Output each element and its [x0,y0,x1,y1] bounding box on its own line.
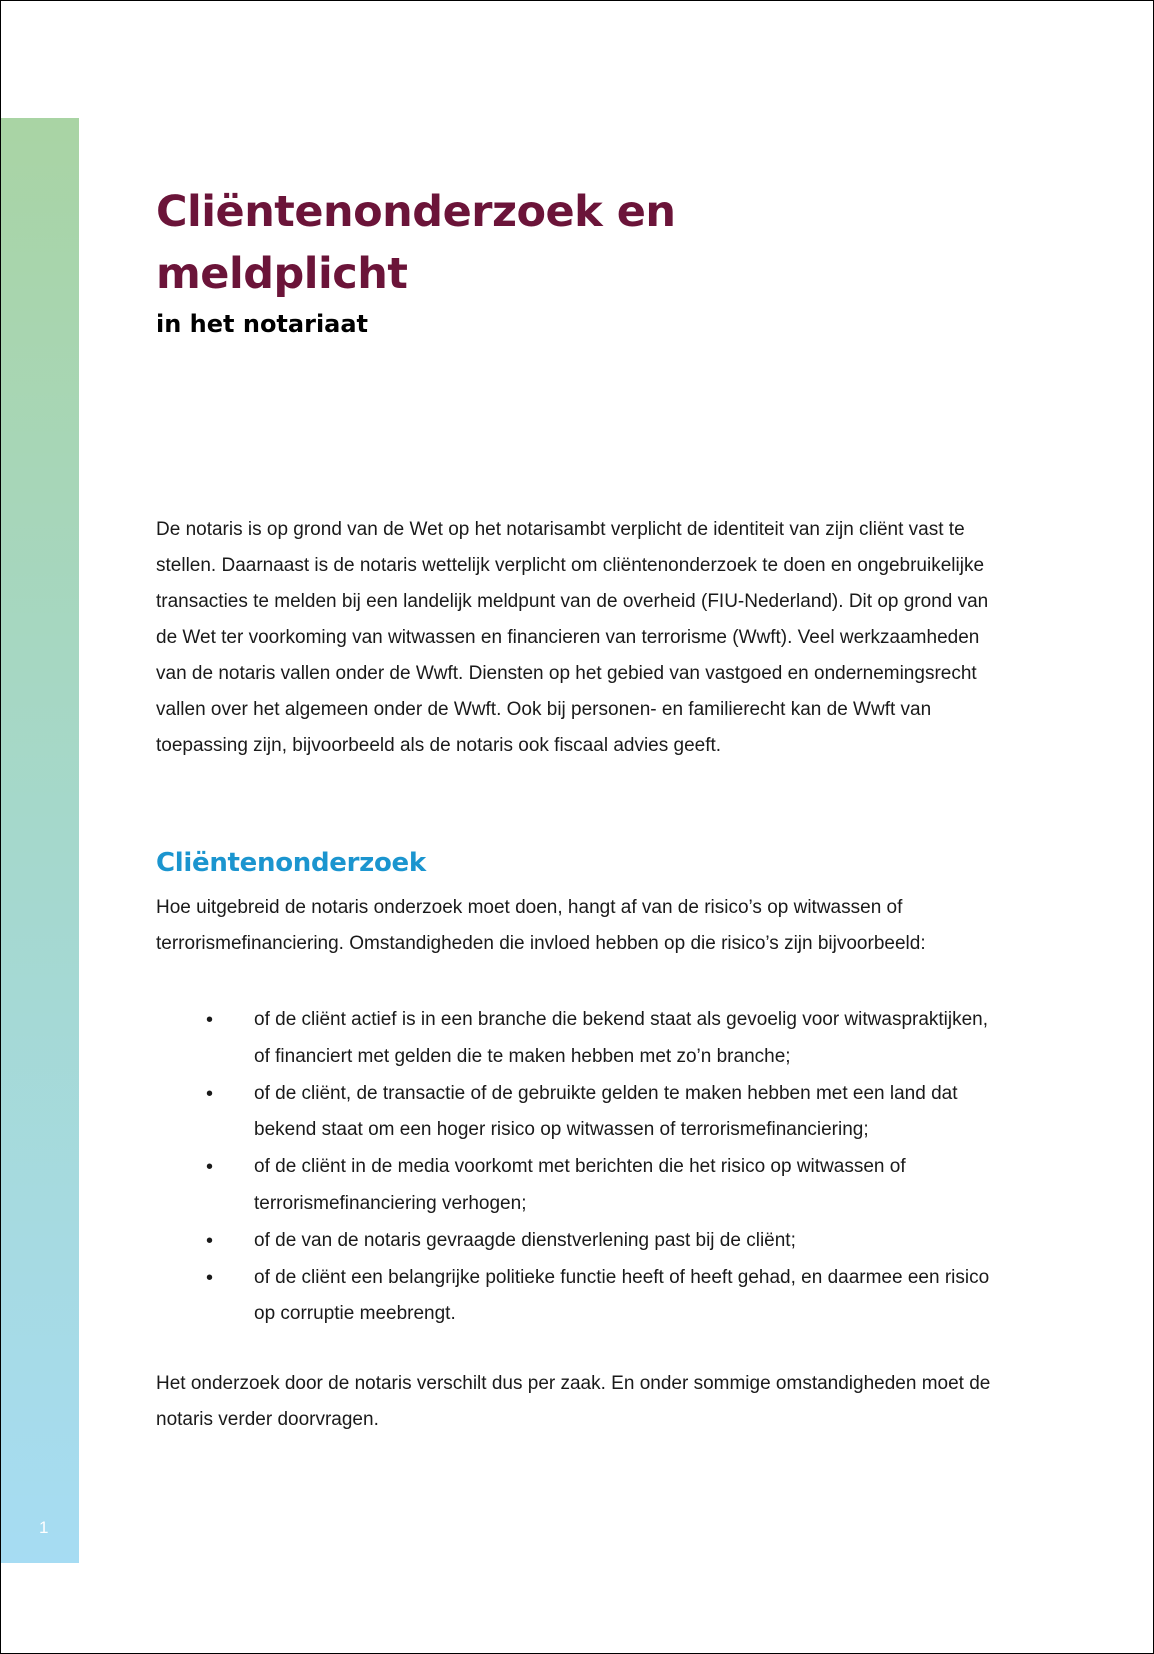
page-subtitle: in het notariaat [156,310,369,338]
page-title: Cliëntenonderzoek en meldplicht [156,187,676,299]
list-item [156,1260,1006,1334]
closing-paragraph: Het onderzoek door de notaris verschilt dus per zaak. En onder sommige omstandigheden moet de notaris verder doorvragen. [156,1373,991,1430]
list-item-text: of de cliënt een belangrijke politieke functie heeft of heeft gehad, en daarmee een risico op corruptie meebrengt. [254,1266,990,1325]
bullet-icon: • [206,1229,214,1252]
list-item-text: of de van de notaris gevraagde dienstverlening past bij de cliënt; [254,1229,796,1251]
section-lead-paragraph: Hoe uitgebreid de notaris onderzoek moet doen, hangt af van de risico’s op witwassen of terrorismefinanciering. Omstandigheden die invloed hebben op die risico’s zijn bijvoorbeeld: [156,897,926,954]
section-heading: Cliëntenonderzoek [156,848,426,878]
page-number: 1 [39,1518,49,1537]
list-item-text: of de cliënt, de transactie of de gebruikte gelden te maken hebben met een land dat bekend staat om een hoger risico op witwassen of terrorismefinanciering; [254,1082,958,1141]
risk-factors-list [156,1002,1006,1333]
bullet-icon: • [206,1009,214,1031]
list-item [156,1223,1006,1260]
bullet-icon: • [206,1082,214,1105]
bullet-icon: • [206,1266,214,1289]
list-item [156,1076,1006,1150]
list-item [156,1002,1006,1076]
bullet-icon: • [206,1156,214,1179]
intro-paragraph: De notaris is op grond van de Wet op het notarisambt verplicht de identiteit van zijn cliënt vast te stellen. Daarnaast is de notaris wettelijk verplicht om cliëntenonderzoek te doen en ongebruikelijke transacties te melden bij een landelijk meldpunt van de overheid (FIU-Nederland). Dit op grond van de Wet ter voorkoming van witwassen en financieren van terrorisme (Wwft). Veel werkzaamheden van de notaris vallen onder de Wwft. Diensten op het gebied van vastgoed en ondernemingsrecht vallen over het algemeen onder de Wwft. Ook bij personen- en familierecht kan de Wwft van toepassing zijn, bijvoorbeeld als de notaris ook fiscaal advies geeft. [156,519,989,756]
list-item-text: of de cliënt in de media voorkomt met berichten die het risico op witwassen of terrorismefinanciering verhogen; [254,1156,906,1214]
list-item-text: of de cliënt actief is in een branche die bekend staat als gevoelig voor witwaspraktijken, of financiert met gelden die te maken hebben met zo’n branche; [254,1009,989,1067]
decorative-sidebar [1,118,79,1563]
list-item [156,1149,1006,1223]
